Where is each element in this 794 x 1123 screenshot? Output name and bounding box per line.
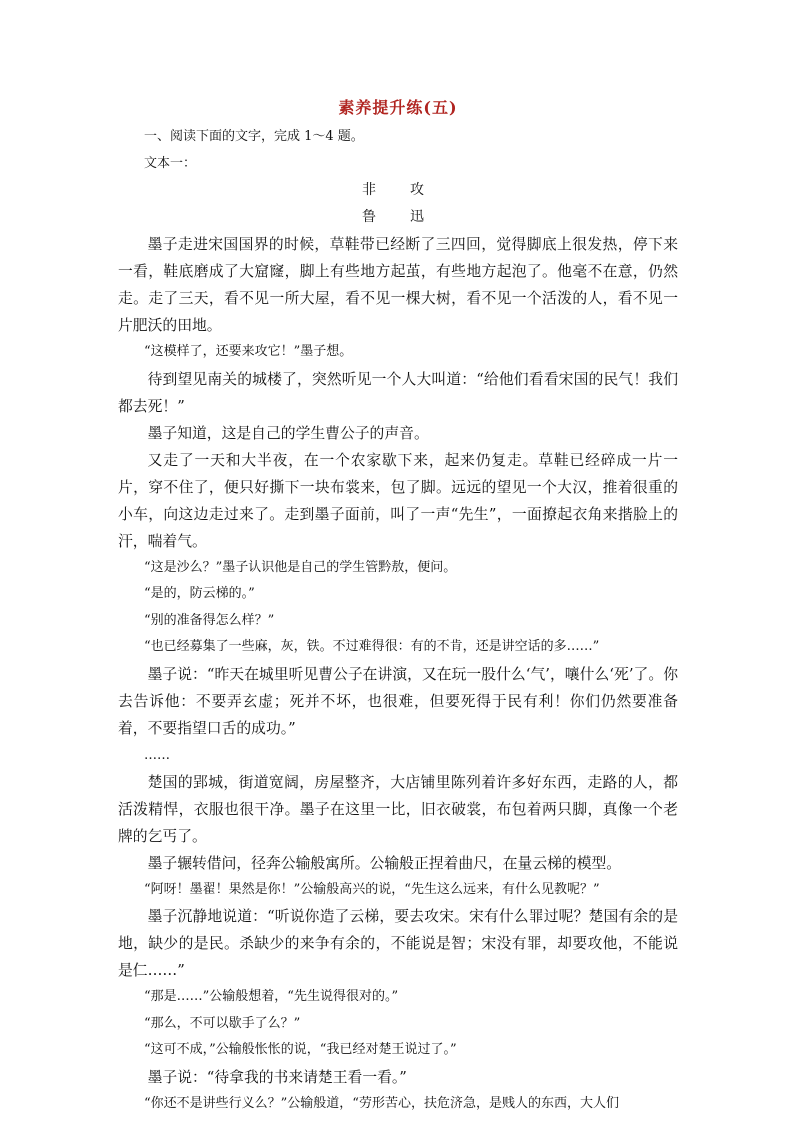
paragraph: 墨子辗转借问，径奔公输般寓所。公输般正捏着曲尺，在量云梯的模型。 bbox=[147, 854, 622, 872]
document-content bbox=[118, 96, 678, 1117]
paragraph: 又走了一天和大半夜，在一个农家歇下来，起来仍复走。草鞋已经碎成一片一片，穿不住了，便只好撕下一块布裳来，包了脚。远远的望见一个大汉，推着很重的小车，向这边走过来了。走到墨子面前，叫了一声“先生”，一面撩起衣角来揩脸上的汗，喘着气。 bbox=[118, 451, 678, 550]
paragraph: “这可不成，”公输般怅怅的说，“我已经对楚王说过了。” bbox=[144, 1042, 457, 1057]
paragraph: “那是……”公输般想着，“先生说得很对的。” bbox=[144, 989, 399, 1004]
paragraph: 待到望见南关的城楼了，突然听见一个人大叫道：“给他们看看宋国的民气！我们都去死！” bbox=[118, 370, 678, 415]
paragraph: “这模样了，还要来攻它！”墨子想。 bbox=[144, 344, 353, 359]
paragraph: “那么，不可以歇手了么？” bbox=[144, 1015, 301, 1031]
paragraph: 墨子说：“昨天在城里听见曹公子在讲演，又在玩一股什么‘气’，嚷什么‘死’了。你去告诉他：不要弄玄虚；死并不坏，也很难，但要死得于民有利！你们仍然要准备着，不要指望口舌的成功。” bbox=[118, 665, 678, 737]
author: 鲁 迅 bbox=[362, 209, 434, 225]
paragraph: 墨子走进宋国国界的时候，草鞋带已经断了三四回，觉得脚底上很发热，停下来一看，鞋底磨成了大窟窿，脚上有些地方起茧，有些地方起泡了。他毫不在意，仍然走。走了三天，看不见一所大屋，看不见一棵大树，看不见一个活泼的人，看不见一片肥沃的田地。 bbox=[118, 236, 678, 334]
paragraph: 楚国的郢城，街道宽阔，房屋整齐，大店铺里陈列着许多好东西，走路的人，都活泼精悍，衣服也很干净。墨子在这里一比，旧衣破裳，布包着两只脚，真像一个老牌的乞丐了。 bbox=[118, 773, 678, 845]
paragraph: 墨子说：“待拿我的书来请楚王看一看。” bbox=[147, 1068, 407, 1086]
paragraph: “你还不是讲些行义么？”公输般道，“劳形苦心，扶危济急，是贱人的东西，大人们 bbox=[144, 1095, 619, 1111]
instruction: 一、阅读下面的文字，完成 1～4 题。 bbox=[144, 129, 364, 144]
paragraph: 墨子知道，这是自己的学生曹公子的声音。 bbox=[147, 424, 429, 442]
page-title: 素养提升练(五) bbox=[338, 98, 458, 117]
paragraph-ellipsis: …… bbox=[144, 747, 170, 763]
text-label: 文本一： bbox=[144, 155, 197, 171]
paragraph: “是的，防云梯的。” bbox=[144, 586, 255, 601]
paragraph: 墨子沉静地说道：“听说你造了云梯，要去攻宋。宋有什么罪过呢？楚国有余的是地，缺少的是民。杀缺少的来争有余的，不能说是智；宋没有罪，却要攻他，不能说是仁……” bbox=[118, 908, 678, 979]
paragraph: “也已经募集了一些麻，灰，铁。不过难得很：有的不肯，还是讲空话的多……” bbox=[144, 639, 600, 654]
essay-title: 非 攻 bbox=[362, 182, 434, 198]
paragraph: “别的准备得怎么样？” bbox=[144, 612, 275, 628]
paragraph: “这是沙么？”墨子认识他是自己的学生管黔敖，便问。 bbox=[144, 559, 457, 575]
paragraph: “阿呀！墨翟！果然是你！”公输般高兴的说，“先生这么远来，有什么见教呢？” bbox=[144, 881, 600, 897]
